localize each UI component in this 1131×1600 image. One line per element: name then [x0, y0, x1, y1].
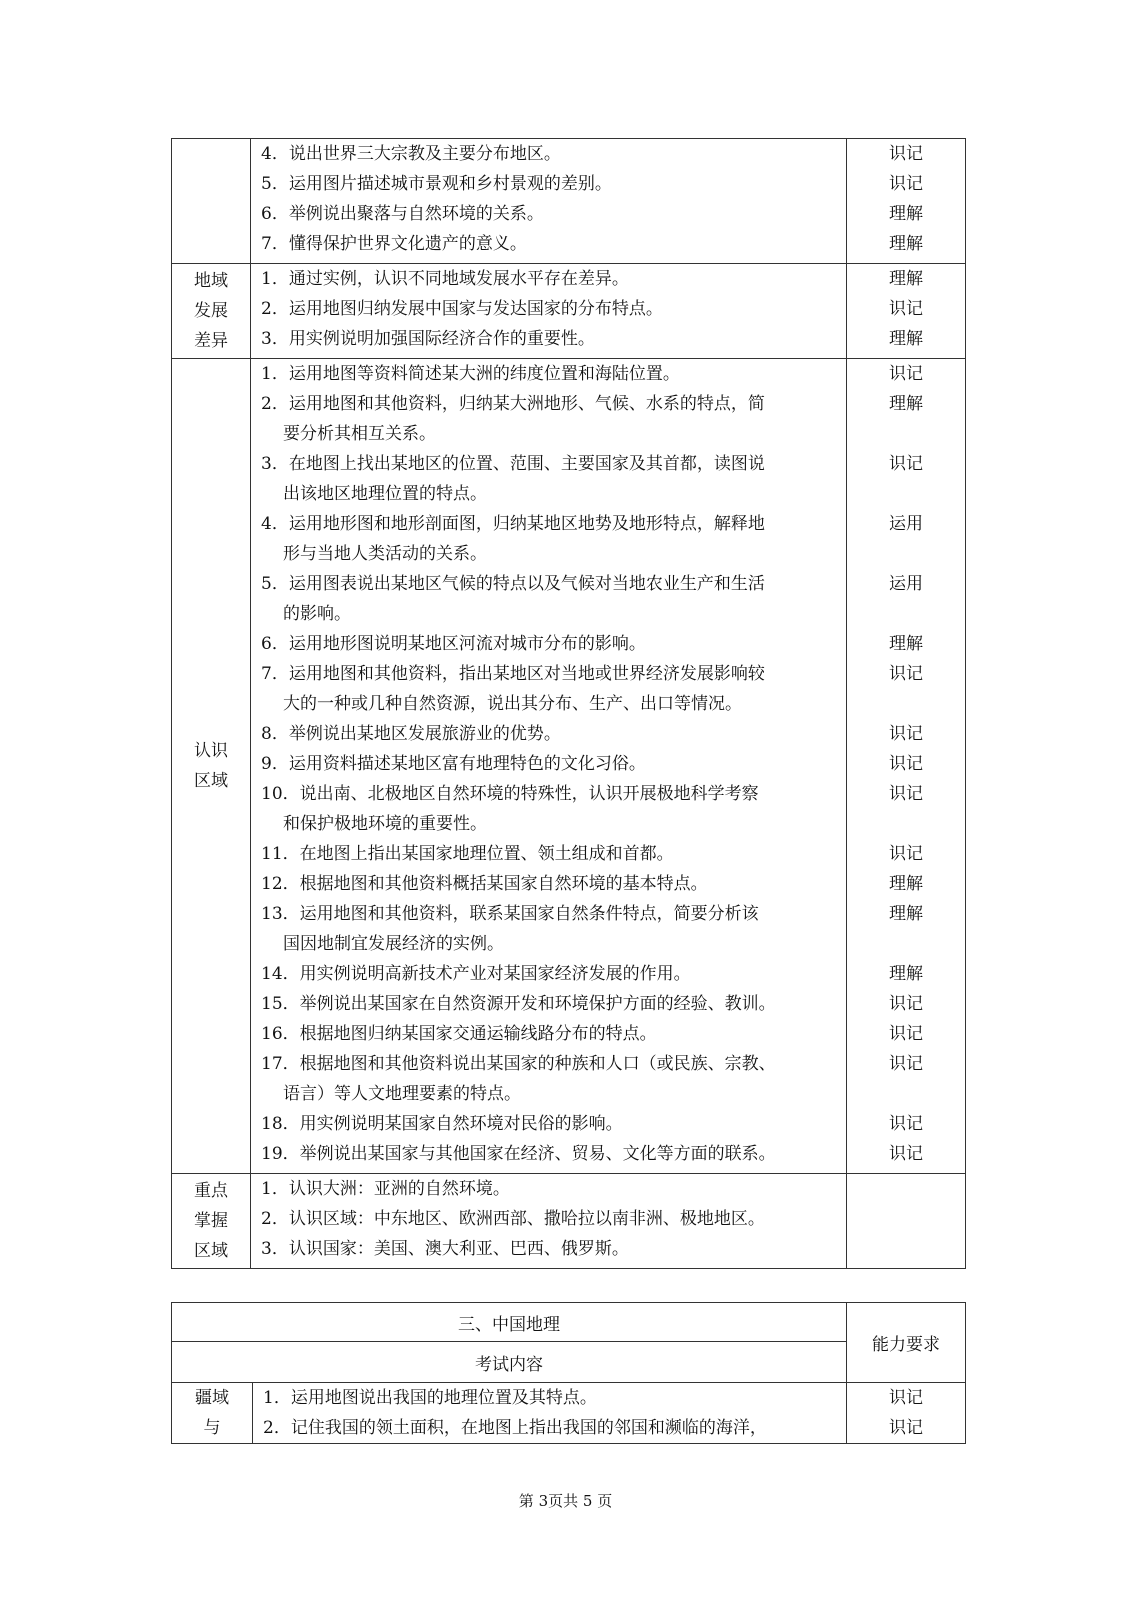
ability-header: 能力要求 [847, 1303, 966, 1383]
category-line: 疆域 [195, 1388, 229, 1408]
ability-level: 理解 [889, 204, 923, 224]
category-line: 发展 [194, 301, 228, 321]
ability-level: 运用 [889, 574, 923, 594]
table-row [172, 264, 966, 359]
list-item: 1．认识大洲：亚洲的自然环境。 [261, 1179, 510, 1199]
category-line: 地域 [194, 271, 228, 291]
list-item-continuation: 的影响。 [283, 604, 351, 624]
list-item: 5．运用图片描述城市景观和乡村景观的差别。 [261, 174, 612, 194]
page-footer: 第 3页共 5 页 [518, 1492, 613, 1510]
category-cell [172, 359, 251, 1174]
list-item: 6．运用地形图说明某地区河流对城市分布的影响。 [261, 634, 646, 654]
list-item: 3．在地图上找出某地区的位置、范围、主要国家及其首都，读图说 [261, 454, 765, 474]
list-item: 2．运用地图归纳发展中国家与发达国家的分布特点。 [261, 299, 663, 319]
list-item-continuation: 要分析其相互关系。 [283, 424, 436, 444]
list-item: 2．认识区域：中东地区、欧洲西部、撒哈拉以南非洲、极地地区。 [261, 1209, 765, 1229]
geography-content-table-world [171, 138, 966, 1269]
category-line: 区域 [194, 771, 228, 791]
list-item: 2．记住我国的领土面积，在地图上指出我国的邻国和濒临的海洋， [263, 1418, 767, 1438]
ability-level: 运用 [889, 514, 923, 534]
ability-cell [847, 139, 966, 264]
table-row [172, 359, 966, 1174]
ability-level: 识记 [889, 664, 923, 684]
list-item: 1．运用地图说出我国的地理位置及其特点。 [263, 1388, 597, 1408]
category-cell [172, 264, 251, 359]
ability-level: 识记 [889, 364, 923, 384]
ability-cell [847, 1383, 966, 1444]
category-line: 认识 [194, 741, 228, 761]
list-item: 14．用实例说明高新技术产业对某国家经济发展的作用。 [261, 964, 691, 984]
ability-level [847, 1234, 965, 1264]
ability-level: 识记 [889, 1054, 923, 1074]
ability-level: 理解 [889, 964, 923, 984]
ability-level: 识记 [889, 844, 923, 864]
ability-cell [847, 359, 966, 1174]
list-item: 18．用实例说明某国家自然环境对民俗的影响。 [261, 1114, 623, 1134]
category-line: 重点 [194, 1181, 228, 1201]
list-item: 4．说出世界三大宗教及主要分布地区。 [261, 144, 561, 164]
list-item: 1．通过实例，认识不同地域发展水平存在差异。 [261, 269, 629, 289]
category-line: 差异 [194, 331, 228, 351]
table-row [172, 1174, 966, 1269]
ability-level: 识记 [889, 454, 923, 474]
list-item: 6．举例说出聚落与自然环境的关系。 [261, 204, 544, 224]
category-line: 区域 [194, 1241, 228, 1261]
list-item: 16．根据地图归纳某国家交通运输线路分布的特点。 [261, 1024, 657, 1044]
ability-level: 理解 [889, 634, 923, 654]
content-cell [251, 1174, 847, 1269]
ability-level: 识记 [889, 1024, 923, 1044]
ability-cell [847, 1174, 966, 1269]
ability-level: 识记 [889, 754, 923, 774]
content-cell [251, 359, 847, 1174]
list-item: 8．举例说出某地区发展旅游业的优势。 [261, 724, 561, 744]
list-item: 19．举例说出某国家与其他国家在经济、贸易、文化等方面的联系。 [261, 1144, 776, 1164]
category-line: 掌握 [194, 1211, 228, 1231]
ability-level: 识记 [889, 144, 923, 164]
ability-level: 识记 [889, 1144, 923, 1164]
list-item: 3．用实例说明加强国际经济合作的重要性。 [261, 329, 595, 349]
ability-level: 识记 [889, 994, 923, 1014]
table-row [172, 139, 966, 264]
list-item: 17．根据地图和其他资料说出某国家的种族和人口（或民族、宗教、 [261, 1054, 776, 1074]
list-item: 3．认识国家：美国、澳大利亚、巴西、俄罗斯。 [261, 1239, 629, 1259]
list-item-continuation: 形与当地人类活动的关系。 [283, 544, 487, 564]
category-cell [172, 1383, 253, 1444]
list-item: 11．在地图上指出某国家地理位置、领土组成和首都。 [261, 844, 674, 864]
content-cell [253, 1383, 847, 1444]
list-item-continuation: 语言）等人文地理要素的特点。 [283, 1084, 521, 1104]
list-item-continuation: 和保护极地环境的重要性。 [283, 814, 487, 834]
ability-level: 理解 [889, 269, 923, 289]
ability-level: 理解 [889, 394, 923, 414]
ability-level: 识记 [889, 174, 923, 194]
ability-level [847, 1204, 965, 1234]
ability-level: 识记 [889, 784, 923, 804]
content-cell [251, 139, 847, 264]
list-item: 7．懂得保护世界文化遗产的意义。 [261, 234, 527, 254]
content-cell [251, 264, 847, 359]
list-item: 7．运用地图和其他资料，指出某地区对当地或世界经济发展影响较 [261, 664, 765, 684]
ability-level: 理解 [889, 874, 923, 894]
content-header: 考试内容 [172, 1342, 847, 1383]
list-item: 13．运用地图和其他资料，联系某国家自然条件特点，简要分析该 [261, 904, 759, 924]
ability-level: 识记 [889, 1388, 923, 1408]
ability-cell [847, 264, 966, 359]
section-title: 三、中国地理 [172, 1303, 847, 1342]
list-item: 5．运用图表说出某地区气候的特点以及气候对当地农业生产和生活 [261, 574, 765, 594]
list-item: 15．举例说出某国家在自然资源开发和环境保护方面的经验、教训。 [261, 994, 776, 1014]
ability-level: 理解 [889, 329, 923, 349]
list-item: 9．运用资料描述某地区富有地理特色的文化习俗。 [261, 754, 646, 774]
list-item-continuation: 国因地制宜发展经济的实例。 [283, 934, 504, 954]
list-item-continuation: 出该地区地理位置的特点。 [283, 484, 487, 504]
list-item: 2．运用地图和其他资料，归纳某大洲地形、气候、水系的特点，简 [261, 394, 765, 414]
ability-level: 理解 [889, 234, 923, 254]
ability-level: 识记 [889, 1114, 923, 1134]
geography-content-table-china [171, 1302, 966, 1444]
ability-level: 识记 [889, 1418, 923, 1438]
list-item: 12．根据地图和其他资料概括某国家自然环境的基本特点。 [261, 874, 708, 894]
ability-level [847, 1174, 965, 1204]
list-item: 10．说出南、北极地区自然环境的特殊性，认识开展极地科学考察 [261, 784, 759, 804]
ability-level: 识记 [889, 299, 923, 319]
ability-level: 识记 [889, 724, 923, 744]
category-cell [172, 139, 251, 264]
category-cell [172, 1174, 251, 1269]
list-item-continuation: 大的一种或几种自然资源，说出其分布、生产、出口等情况。 [283, 694, 742, 714]
category-line: 与 [203, 1418, 221, 1438]
list-item: 1．运用地图等资料简述某大洲的纬度位置和海陆位置。 [261, 364, 680, 384]
list-item: 4．运用地形图和地形剖面图，归纳某地区地势及地形特点，解释地 [261, 514, 765, 534]
ability-level: 理解 [889, 904, 923, 924]
